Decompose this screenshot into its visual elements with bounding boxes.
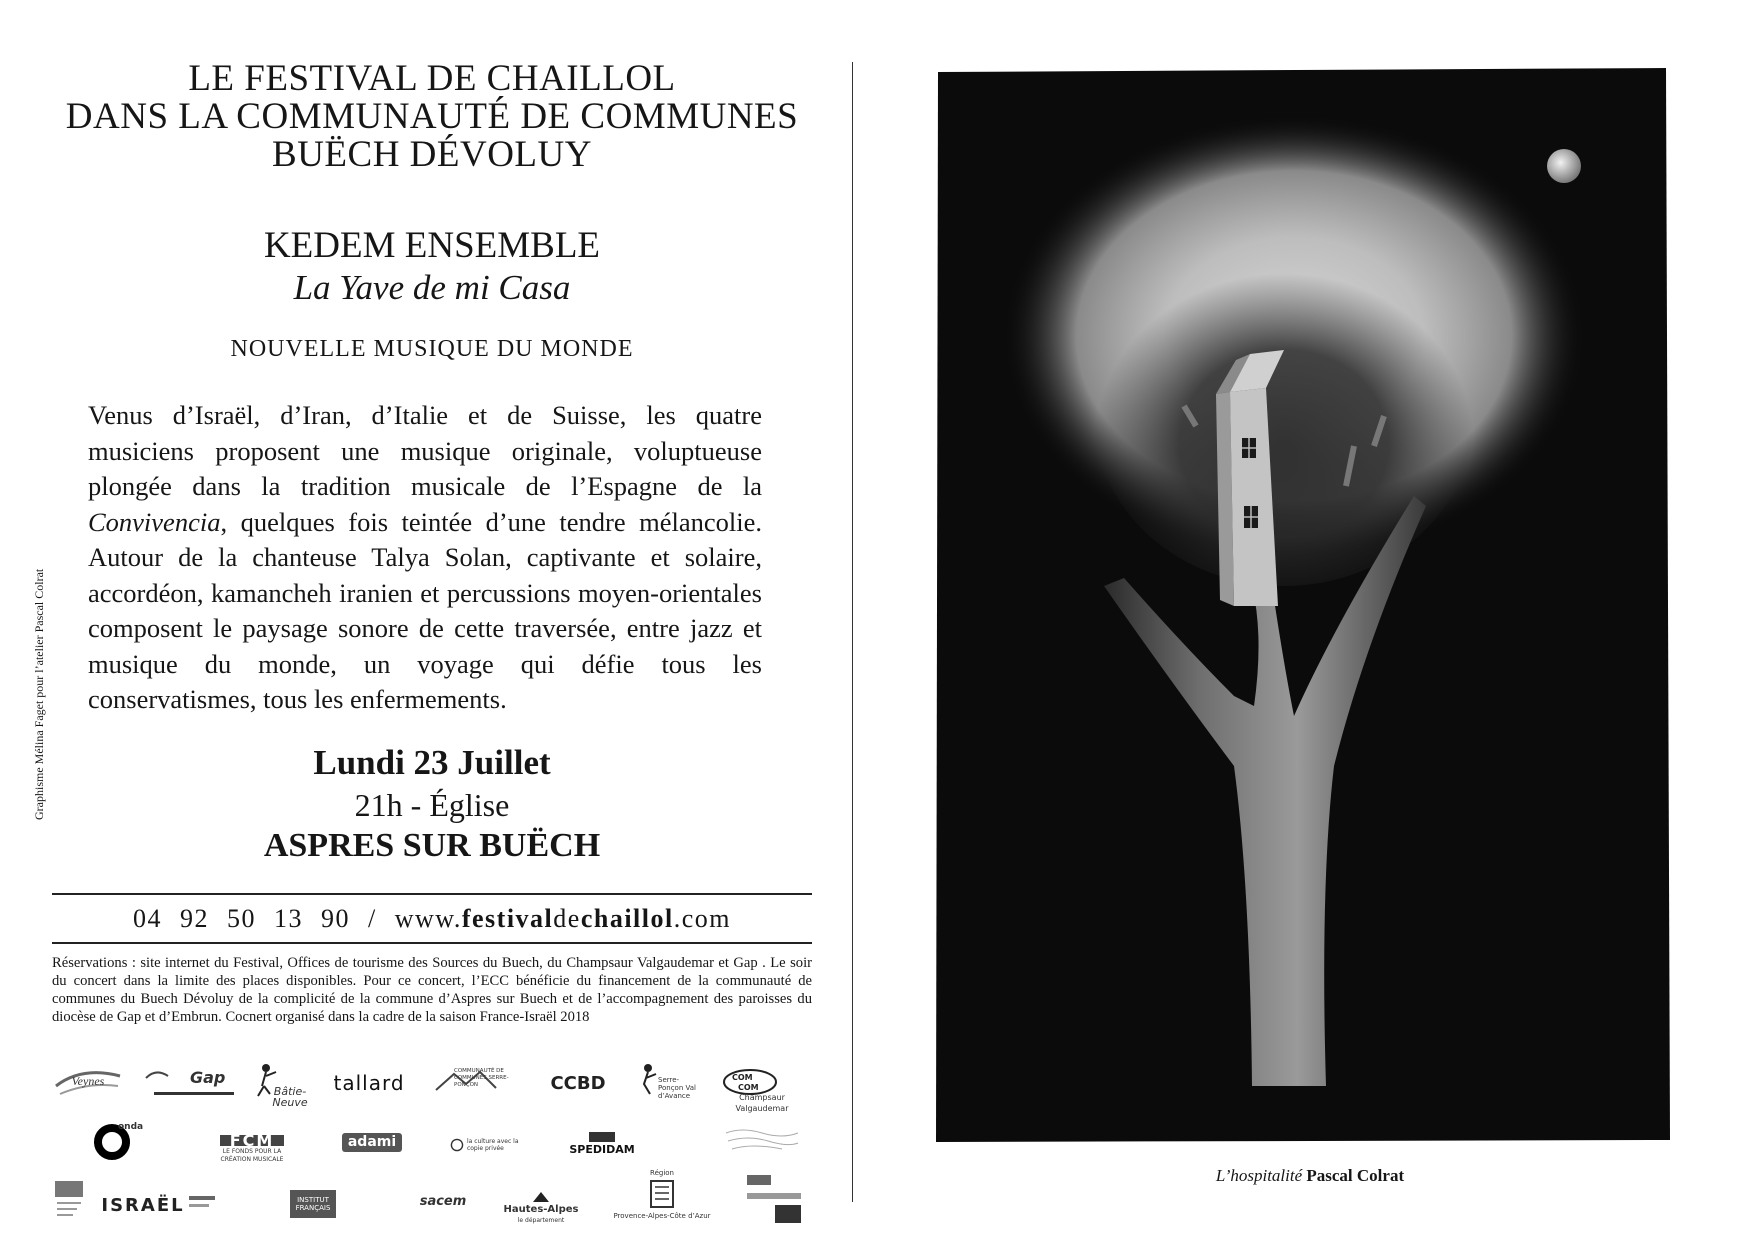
ministry-icon [185,1192,219,1218]
concert-description [88,398,762,718]
page-fold-line [852,62,853,1202]
svg-text:COM: COM [732,1073,753,1082]
divider-bottom [52,942,812,944]
copie-privee-logo [450,1130,530,1160]
hautes-alpes-sub-label: le département [517,1217,565,1224]
hautes-alpes-label: Hautes-Alpes [503,1204,579,1215]
sacem-logo [412,1182,474,1220]
hautes-alpes-logo [500,1188,582,1228]
header-line-1: LE FESTIVAL DE CHAILLOL [188,58,676,99]
culture-ministry-logo [744,1172,804,1228]
genre-label: NOUVELLE MUSIQUE DU MONDE [230,336,634,362]
spedidam-label: SPEDIDAM [569,1142,635,1156]
tallard-logo: tallard [333,1070,405,1095]
adami-label: adami [342,1133,402,1152]
fcm-label: FCM [220,1135,285,1146]
champsaur-label: Champsaur Valgaudemar [735,1093,789,1113]
ccbd-logo [546,1066,610,1100]
israel-label: ISRAËL [101,1194,185,1216]
region-shield-icon [647,1179,677,1211]
web-mid: de [553,904,581,933]
ensemble-name: KEDEM ENSEMBLE [263,225,601,266]
album-title: La Yave de mi Casa [293,268,571,307]
mountain-peak-icon [531,1190,551,1204]
sacem-label: sacem [419,1193,467,1209]
spedidam-icon [587,1130,617,1144]
event-town: ASPRES SUR BUËCH [263,827,601,864]
veynes-logo [52,1064,124,1104]
batie-label: Bâtie-Neuve [272,1085,308,1109]
event-date: Lundi 23 Juillet [313,743,551,782]
header-line-3: BUËCH DÉVOLUY [272,134,592,175]
copie-privee-icon [450,1135,464,1155]
spedidam-logo [560,1122,644,1162]
website-link[interactable] [395,904,731,933]
artwork-illustration [934,66,1672,1144]
handwritten-logo [722,1122,802,1158]
serre-poncon-cc-logo [432,1064,532,1104]
marianne-icon [53,1179,85,1219]
fcm-sub-label: LE FONDS POUR LA CRÉATION MUSICALE [220,1147,284,1163]
artwork-caption [1100,1166,1520,1186]
republique-logo [52,1178,86,1220]
gap-logo [144,1066,238,1100]
serre-poncon-val-label: Serre-Ponçon Val d’Avance [658,1076,696,1100]
description-italic: Convivencia [88,506,221,537]
serre-poncon-cc-label: COMMUNAUTÉ DE COMMUNES SERRE-PONÇON [454,1068,509,1088]
phone-number[interactable]: 04 92 50 13 90 [132,904,350,933]
veynes-label: Veynes [71,1074,105,1088]
institut-francais-logo: INSTITUT FRANÇAIS [290,1190,336,1218]
web-bold-1: festival [461,904,554,933]
adami-logo [342,1120,402,1164]
champsaur-logo [720,1060,804,1113]
divider-top [52,893,812,895]
web-bold-2: chaillol [580,904,674,933]
contact-separator: / [367,904,377,933]
festival-header [52,60,812,174]
region-name: Provence-Alpes-Côte d’Azur [613,1212,711,1220]
description-part-1: Venus d’Israël, d’Iran, d’Italie et de Suisse, les quatre musiciens proposent une musique originale, voluptueuse plongée dans la tradition musicale de l’Espagne de la [88,400,762,501]
svg-text:COM: COM [738,1083,759,1092]
copie-privee-label: la culture avec la copie privée [466,1138,519,1152]
ccbd-label: CCBD [550,1072,606,1094]
partner-logos [52,1060,812,1230]
region-logo [610,1162,714,1228]
moon-icon [1547,149,1581,183]
flyer-text-panel [52,0,812,1241]
israel-logo [100,1188,220,1222]
reservations-info: Réservations : site internet du Festival, Offices de tourisme des Sources du Buech, du Champsaur Valgaudemar et Gap . Le soir du concert dans la limite des places disponibles. Pour ce concert, l’ECC bénéficie du financement de la communauté de communes du Buech Dévoluy de la complicité de la commune d’Aspres sur Buech et de l’accompagnement des paroisses du diocèse de Gap et d’Embrun. Cocnert organisé dans la cadre de la saison France-Israël 2018 [52,955,812,1025]
batie-neuve-logo [252,1060,312,1109]
web-prefix: www. [394,904,462,933]
artwork-artist: Pascal Colrat [1306,1166,1405,1185]
canopy-shadow [1094,246,1474,586]
region-label: Région [650,1169,674,1177]
gap-label: Gap [190,1068,226,1087]
graphic-credit: Graphisme Mélina Faget pour l’atelier Pascal Colrat [32,568,46,820]
description-part-2: , quelques fois teintée d’une tendre mélancolie. Autour de la chanteuse Talya Solan, captivante et solaire, accordéon, kamancheh iranien et percussions moyen-orientales composent le paysage sonore de cette traversée, entre jazz et musique du monde, un voyage qui défie tous les conservatismes, tous les enfermements. [88,506,762,714]
header-line-2: DANS LA COMMUNAUTÉ DE COMMUNES [65,96,799,137]
web-suffix: .com [673,904,731,933]
event-time-place: 21h - Église [354,787,510,823]
ministry-block-icon [745,1173,803,1227]
serre-poncon-val-logo [636,1060,700,1106]
onda-label: onda [118,1122,144,1132]
contact-line [52,904,812,934]
fcm-logo [210,1126,294,1172]
scribble-icon [722,1125,802,1155]
onda-logo [80,1122,144,1162]
artwork-title: L’hospitalité [1215,1166,1303,1185]
